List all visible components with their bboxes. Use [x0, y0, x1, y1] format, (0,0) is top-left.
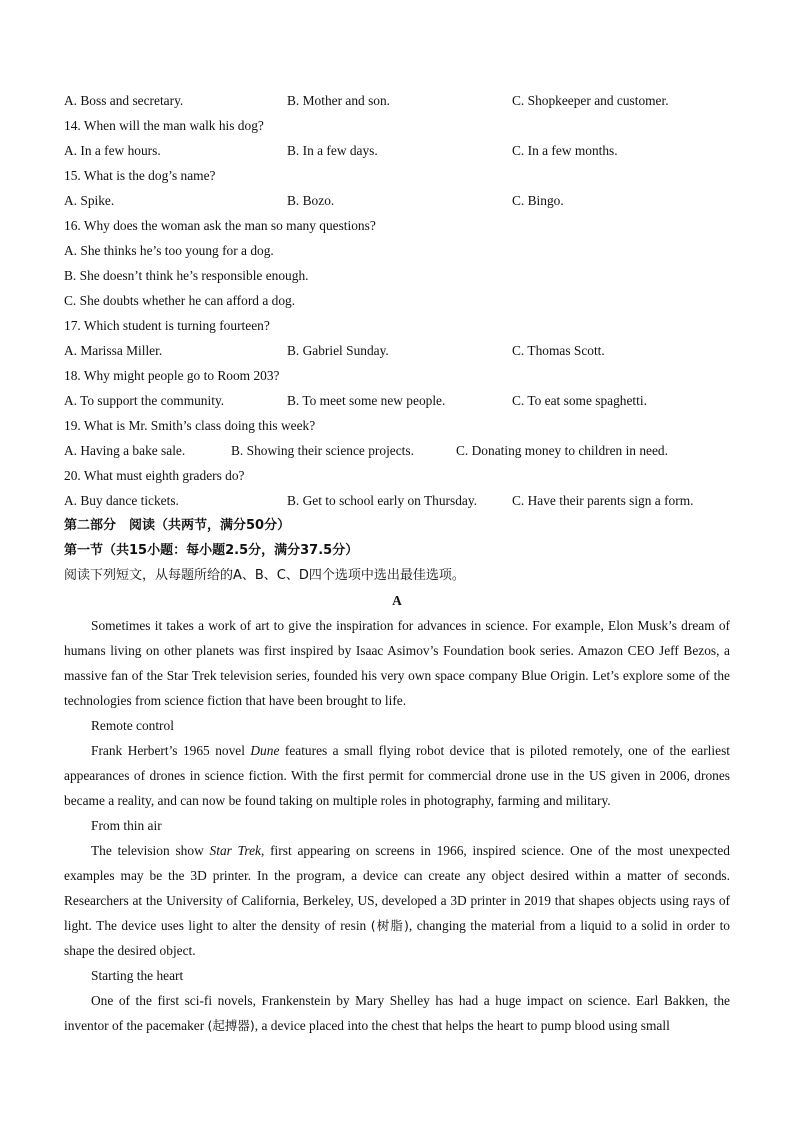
q14-stem: 14. When will the man walk his dog?	[64, 118, 264, 133]
q15-option-c[interactable]: C. Bingo.	[512, 193, 564, 208]
subheading-starting-the-heart: Starting the heart	[91, 968, 184, 983]
subheading-from-thin-air: From thin air	[91, 818, 162, 833]
q18-option-c[interactable]: C. To eat some spaghetti.	[512, 393, 647, 408]
p1-text-after: features a small flying robot device that is piloted remotely, one of the earliest appearances of drones in science fiction. With the first permit for commercial drone use in the US given in 2006, drones became a reality, and can now be found taking on multiple roles in photography, farming and military.	[64, 743, 730, 808]
section1-heading: 第一节（共15小题：每小题2.5分，满分37.5分）	[64, 543, 359, 558]
paragraph-remote-control	[64, 738, 730, 813]
book-title-dune: Dune	[250, 743, 280, 758]
q16-option-b[interactable]: B. She doesn’t think he’s responsible enough.	[64, 268, 309, 283]
q16-stem: 16. Why does the woman ask the man so many questions?	[64, 218, 376, 233]
part2-heading: 第二部分 阅读（共两节，满分50分）	[64, 518, 291, 533]
paragraph-starting-the-heart	[64, 988, 730, 1038]
q14-option-b[interactable]: B. In a few days.	[287, 143, 378, 158]
p2-text-end: , changing the material from a liquid to a solid in order to shape the desired object.	[64, 918, 730, 958]
q17-option-b[interactable]: B. Gabriel Sunday.	[287, 343, 389, 358]
q20-option-c[interactable]: C. Have their parents sign a form.	[512, 493, 694, 508]
q20-stem: 20. What must eighth graders do?	[64, 468, 245, 483]
q15-options	[64, 188, 730, 213]
q15-option-b[interactable]: B. Bozo.	[287, 193, 335, 208]
q19-options	[64, 438, 730, 463]
q17-option-c[interactable]: C. Thomas Scott.	[512, 343, 605, 358]
p1-text-before: Frank Herbert’s 1965 novel	[91, 743, 251, 758]
q18-option-a[interactable]: A. To support the community.	[64, 393, 225, 408]
q14-option-a[interactable]: A. In a few hours.	[64, 143, 161, 158]
p2-text-before: The television show	[91, 843, 210, 858]
paragraph-from-thin-air	[64, 838, 730, 963]
q14-option-c[interactable]: C. In a few months.	[512, 143, 618, 158]
q17-stem: 17. Which student is turning fourteen?	[64, 318, 270, 333]
q14-options	[64, 138, 730, 163]
subheading-remote-control: Remote control	[91, 718, 174, 733]
q13-option-c[interactable]: C. Shopkeeper and customer.	[512, 93, 669, 108]
exam-page	[64, 88, 730, 1038]
q17-options	[64, 338, 730, 363]
q19-stem: 19. What is Mr. Smith’s class doing this week?	[64, 418, 316, 433]
p3-text-before: One of the first sci-fi novels, Frankenstein by Mary Shelley has had a huge impact on science. Earl Bakken, the inventor of the pacemaker	[64, 993, 730, 1033]
q19-option-b[interactable]: B. Showing their science projects.	[231, 443, 414, 458]
q13-option-b[interactable]: B. Mother and son.	[287, 93, 391, 108]
p2-text-after: , first appearing on screens in 1966, inspired science. One of the most unexpected examples may be the 3D printer. In the program, a device can create any object desired within a matter of seconds. Researchers at the University of California, Berkeley, US, developed a 3D printer in 2019 that shapes objects using rays of light. The device uses light to alter the density of resin	[64, 843, 730, 933]
q15-option-a[interactable]: A. Spike.	[64, 193, 115, 208]
reading-instruction: 阅读下列短文，从每题所给的A、B、C、D四个选项中选出最佳选项。	[64, 568, 465, 583]
q19-option-a[interactable]: A. Having a bake sale.	[64, 443, 186, 458]
p3-text-after: , a device placed into the chest that helps the heart to pump blood using small	[254, 1018, 670, 1033]
q20-options	[64, 488, 730, 513]
q19-option-c[interactable]: C. Donating money to children in need.	[456, 443, 668, 458]
q13-options	[64, 88, 730, 113]
q16-option-c[interactable]: C. She doubts whether he can afford a dog.	[64, 293, 296, 308]
q16-option-a[interactable]: A. She thinks he’s too young for a dog.	[64, 243, 274, 258]
q20-option-b[interactable]: B. Get to school early on Thursday.	[287, 493, 478, 508]
q18-stem: 18. Why might people go to Room 203?	[64, 368, 280, 383]
passage-label: A	[392, 593, 402, 608]
q13-option-a[interactable]: A. Boss and secretary.	[64, 93, 184, 108]
q18-options	[64, 388, 730, 413]
q17-option-a[interactable]: A. Marissa Miller.	[64, 343, 163, 358]
q15-stem: 15. What is the dog’s name?	[64, 168, 216, 183]
q18-option-b[interactable]: B. To meet some new people.	[287, 393, 446, 408]
show-title-star-trek: Star Trek	[209, 843, 261, 858]
p3-gloss-pacemaker: (起搏器)	[207, 1018, 255, 1033]
q20-option-a[interactable]: A. Buy dance tickets.	[64, 493, 179, 508]
p2-gloss-resin: (树脂)	[370, 918, 409, 933]
passage-intro: Sometimes it takes a work of art to give the inspiration for advances in science. For example, Elon Musk’s dream of humans living on other planets was first inspired by Isaac Asimov’s Foundation book series. Amazon CEO Jeff Bezos, a massive fan of the Star Trek television series, founded his very own space company Blue Origin. Let’s explore some of the technologies from science fiction that have been brought to life.	[64, 618, 730, 708]
